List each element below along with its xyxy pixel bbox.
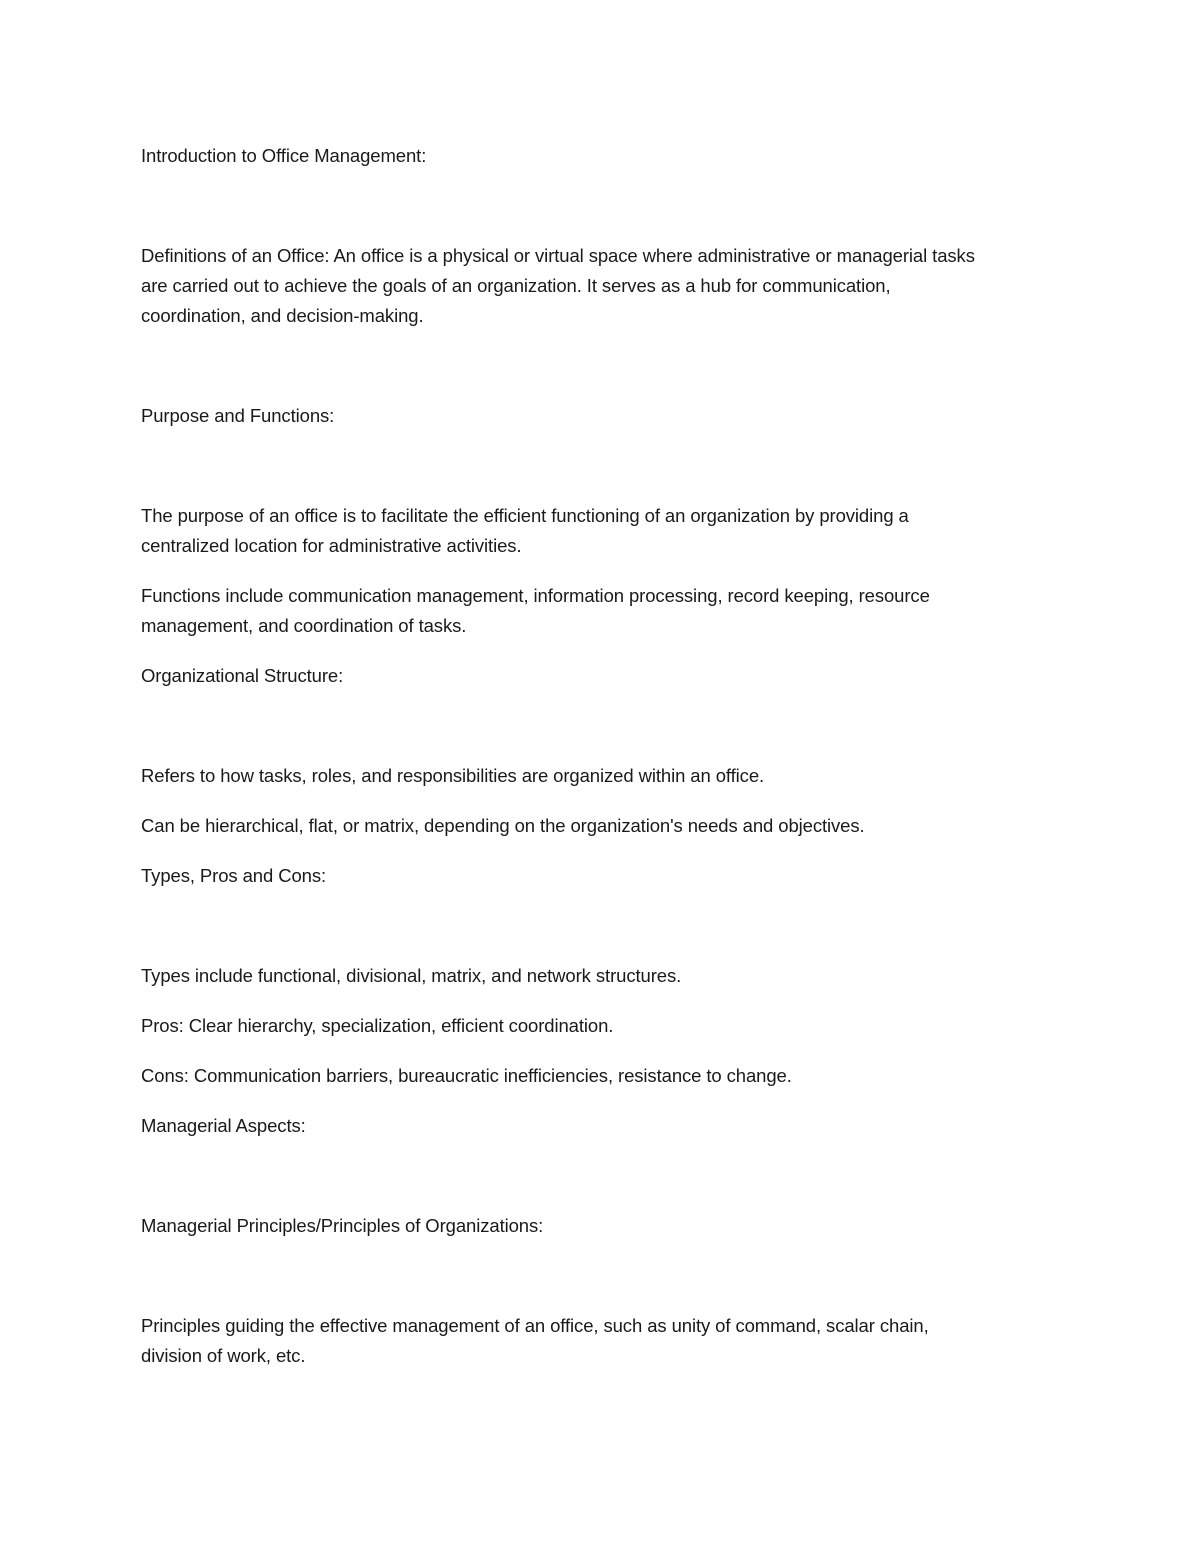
heading-managerial-aspects: Managerial Aspects:	[141, 1115, 306, 1136]
paragraph-refers: Refers to how tasks, roles, and responsibilities are organized within an office.	[141, 765, 765, 786]
paragraph-principles-line-2: division of work, etc.	[141, 1345, 306, 1366]
heading-managerial-principles: Managerial Principles/Principles of Organizations:	[141, 1215, 544, 1236]
paragraph-principles-line-1: Principles guiding the effective management of an office, such as unity of command, scalar chain,	[141, 1315, 929, 1336]
heading-organizational-structure: Organizational Structure:	[141, 665, 344, 686]
paragraph-cons: Cons: Communication barriers, bureaucratic inefficiencies, resistance to change.	[141, 1065, 792, 1086]
heading-intro: Introduction to Office Management:	[141, 145, 427, 166]
paragraph-functions-line-1: Functions include communication management, information processing, record keeping, resource	[141, 585, 930, 606]
paragraph-purpose-line-1: The purpose of an office is to facilitate the efficient functioning of an organization by providing a	[141, 505, 909, 526]
paragraph-functions-line-2: management, and coordination of tasks.	[141, 615, 467, 636]
paragraph-pros: Pros: Clear hierarchy, specialization, efficient coordination.	[141, 1015, 614, 1036]
paragraph-definition-line-1: Definitions of an Office: An office is a physical or virtual space where administrative or managerial tasks	[141, 245, 975, 266]
paragraph-can-be: Can be hierarchical, flat, or matrix, depending on the organization's needs and objectives.	[141, 815, 865, 836]
paragraph-types: Types include functional, divisional, matrix, and network structures.	[141, 965, 682, 986]
paragraph-definition-line-2: are carried out to achieve the goals of an organization. It serves as a hub for communication,	[141, 275, 891, 296]
heading-purpose-functions: Purpose and Functions:	[141, 405, 335, 426]
paragraph-definition-line-3: coordination, and decision-making.	[141, 305, 424, 326]
heading-types-pros-cons: Types, Pros and Cons:	[141, 865, 327, 886]
paragraph-purpose-line-2: centralized location for administrative activities.	[141, 535, 522, 556]
